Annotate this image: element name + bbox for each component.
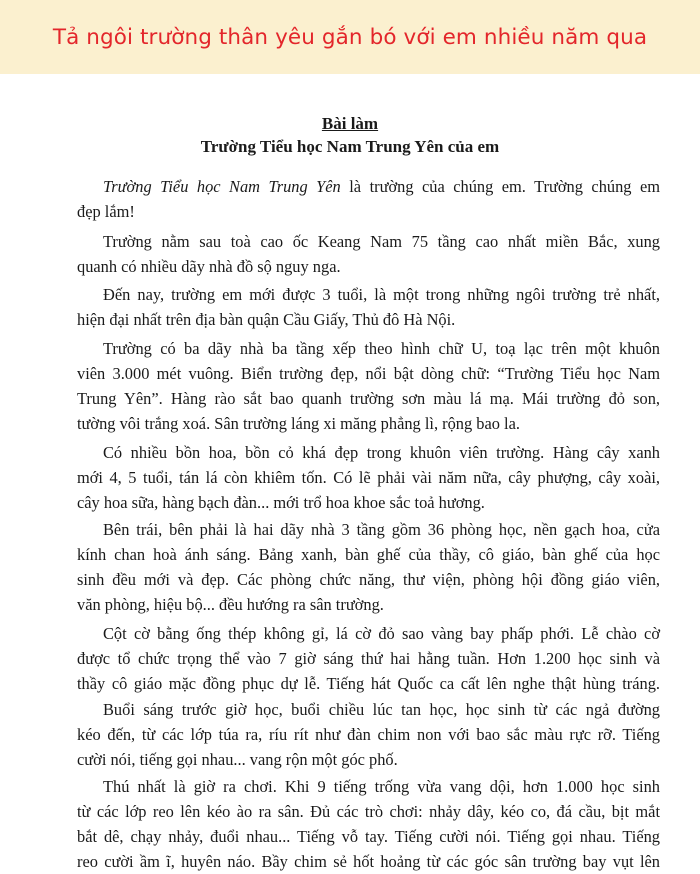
paragraph-5: Có nhiều bồn hoa, bồn cỏ khá đẹp trong khuôn viên trường. Hàng cây xanh mới 4, 5 tuổi, tán lá còn khiêm tốn. Có lẽ phải vài năm nữa, cây phượng, cây xoài, cây hoa sữa, hàng bạch đàn... mới trổ hoa khoe sắc toả hương. (77, 443, 660, 512)
title-banner (0, 0, 700, 74)
banner-title: Tả ngôi trường thân yêu gắn bó với em nhiều năm qua (52, 24, 648, 50)
paragraph-9: Thú nhất là giờ ra chơi. Khi 9 tiếng trống vừa vang dội, hơn 1.000 học sinh từ các lớp reo lên kéo ào ra sân. Đủ các trò chơi: nhảy dây, kéo co, đá cầu, bịt mắt bắt dê, chạy nhảy, đuổi nhau... Tiếng vỗ tay. Tiếng cười nói. Tiếng gọi nhau. Tiếng reo cười ầm ĩ, huyên náo. Bầy chim sẻ hốt hoảng từ các góc sân trường bay vụt lên (77, 777, 660, 871)
paragraph-6: Bên trái, bên phải là hai dãy nhà 3 tầng gồm 36 phòng học, nền gạch hoa, cửa kính chan hoà ánh sáng. Bảng xanh, bàn ghế của thầy, cô giáo, bàn ghế của học sinh đều mới và đẹp. Các phòng chức năng, thư viện, phòng hội đồng giáo viên, văn phòng, hiệu bộ... đều hướng ra sân trường. (77, 520, 660, 614)
paragraph-8: Buổi sáng trước giờ học, buổi chiều lúc tan học, học sinh từ các ngả đường kéo đến, từ các lớp túa ra, ríu rít như đàn chim non với bao sắc màu rực rỡ. Tiếng cười nói, tiếng gọi nhau... vang rộn một góc phố. (77, 700, 660, 769)
paragraph-1: Trường Tiểu học Nam Trung Yên là trường của chúng em. Trường chúng em đẹp lắm! (77, 177, 660, 221)
document-page (0, 74, 700, 871)
paragraph-3: Đến nay, trường em mới được 3 tuổi, là một trong những ngôi trường trẻ nhất, hiện đại nhất trên địa bàn quận Cầu Giấy, Thủ đô Hà Nội. (77, 285, 660, 329)
paragraph-2: Trường nằm sau toà cao ốc Keang Nam 75 tầng cao nhất miền Bắc, xung quanh có nhiều dãy nhà đồ sộ nguy nga. (77, 232, 660, 276)
essay-label: Bài làm (321, 114, 379, 133)
essay-title: Trường Tiểu học Nam Trung Yên của em (200, 137, 500, 156)
paragraph-7: Cột cờ bằng ống thép không gỉ, lá cờ đỏ sao vàng bay phấp phới. Lễ chào cờ được tổ chức trọng thể vào 7 giờ sáng thứ hai hằng tuần. Hơn 1.200 học sinh và thầy cô giáo mặc đồng phục dự lễ. Tiếng hát Quốc ca cất lên nghe thật hùng tráng. (77, 624, 660, 693)
paragraph-4: Trường có ba dãy nhà ba tầng xếp theo hình chữ U, toạ lạc trên một khuôn viên 3.000 mét vuông. Biển trường đẹp, nổi bật dòng chữ: “Trường Tiểu học Nam Trung Yên”. Hàng rào sắt bao quanh trường sơn màu lá mạ. Mái trường đỏ son, tường vôi trắng xoá. Sân trường láng xi măng phẳng lì, rộng bao la. (77, 339, 660, 433)
intro-italic: Trường Tiểu học Nam Trung Yên (103, 177, 341, 196)
